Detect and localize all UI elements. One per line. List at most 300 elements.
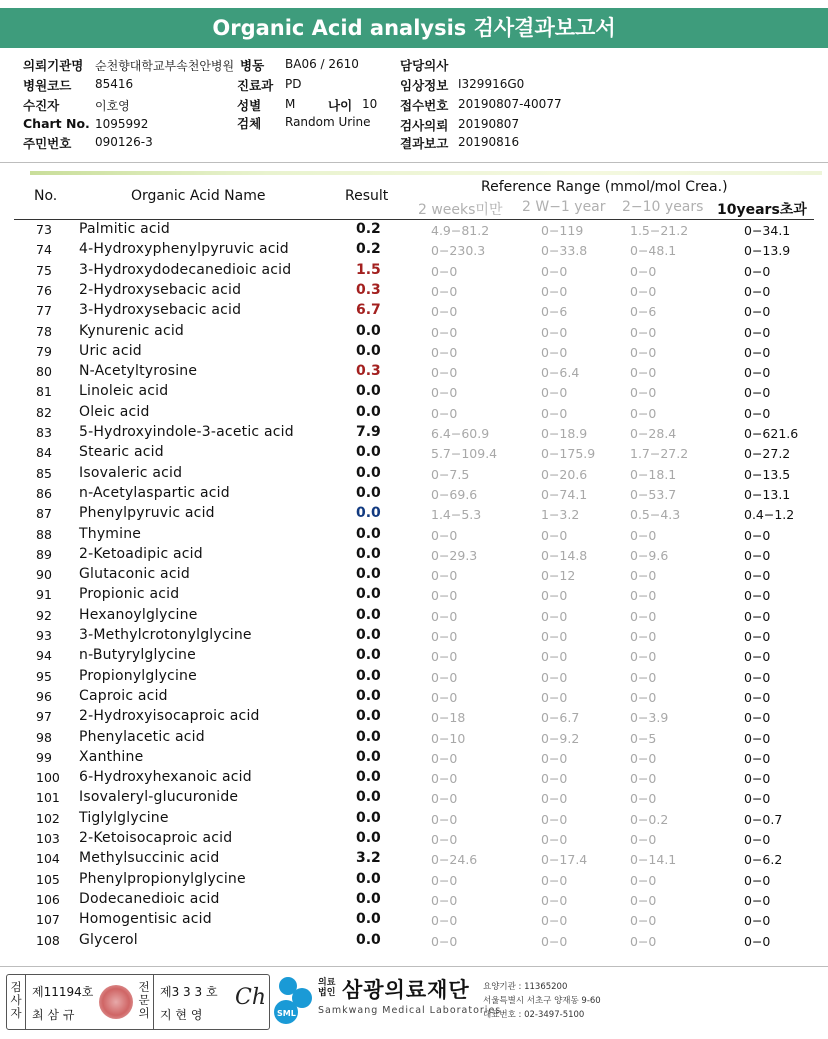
- result-value: 0.0: [356, 586, 381, 603]
- ref-over10: 0−0: [744, 771, 771, 787]
- chart-value: 1095992: [95, 117, 149, 131]
- req-org-label: 의뢰기관명: [23, 58, 84, 73]
- table-row: [0, 728, 828, 748]
- age-label: 나이: [328, 98, 353, 113]
- table-row: [0, 829, 828, 849]
- ref-10years: 0−6: [630, 304, 657, 320]
- table-row: [0, 646, 828, 666]
- ref-over10: 0−0: [744, 872, 771, 888]
- acid-name: Uric acid: [79, 342, 142, 359]
- row-number: 78: [36, 323, 52, 339]
- org-address: 서울특별시 서초구 양재동 9-60: [483, 996, 601, 1006]
- result-value: 0.2: [356, 221, 381, 237]
- ref-2weeks: 0−0: [431, 892, 458, 908]
- ref-10years: 0−0: [630, 405, 657, 421]
- ref-2weeks: 0−0: [431, 689, 458, 705]
- ref-over10: 0−0: [744, 730, 771, 746]
- sex-label: 성별: [237, 98, 262, 113]
- ref-1year: 0−33.8: [541, 243, 588, 259]
- result-value: 0.0: [356, 809, 381, 826]
- dept-value: PD: [285, 77, 302, 91]
- ref-10years: 0−5: [630, 730, 657, 746]
- row-number: 100: [36, 770, 60, 786]
- acid-name: Isovaleryl-glucuronide: [79, 789, 239, 806]
- row-number: 105: [36, 871, 60, 887]
- result-value: 0.0: [356, 627, 381, 643]
- row-number: 93: [36, 628, 52, 643]
- result-value: 0.0: [356, 505, 381, 522]
- ref-1year: 0−14.8: [541, 547, 588, 563]
- table-row: [0, 707, 828, 727]
- table-row: [0, 910, 828, 930]
- ref-10years: 0−18.1: [630, 466, 677, 482]
- org-type: 의료법인: [318, 978, 336, 998]
- result-value: 0.0: [356, 931, 381, 948]
- ref-over10: 0−0: [744, 669, 771, 685]
- ref-1year: 0−0: [541, 791, 568, 807]
- acid-name: 6-Hydroxyhexanoic acid: [79, 769, 252, 786]
- ref-1year: 0−9.2: [541, 730, 580, 746]
- ref-2weeks: 0−18: [431, 710, 466, 726]
- ref-10years: 0−0: [630, 892, 657, 908]
- result-value: 3.2: [356, 850, 381, 867]
- table-row: [0, 890, 828, 910]
- ref-2weeks: 0−0: [431, 791, 458, 807]
- ref-2weeks: 0−0: [431, 588, 458, 604]
- row-number: 98: [36, 729, 52, 745]
- ref-10years: 0−0: [630, 324, 657, 340]
- acid-name: 3-Hydroxydodecanedioic acid: [79, 261, 292, 278]
- row-number: 103: [36, 831, 60, 846]
- ref-1year: 0−0: [541, 872, 568, 888]
- ref-over10: 0−13.1: [744, 486, 791, 502]
- specialist-label: 전문의: [138, 980, 150, 1020]
- chart-label: Chart No.: [23, 116, 90, 131]
- specimen-label: 검체: [237, 116, 262, 131]
- acid-name: Tiglylglycine: [79, 809, 169, 826]
- acid-name: Kynurenic acid: [79, 322, 185, 339]
- row-number: 84: [36, 445, 52, 461]
- result-value: 0.2: [356, 241, 381, 258]
- ref-1year: 0−0: [541, 892, 568, 908]
- table-row: [0, 667, 828, 687]
- patient-label: 수진자: [23, 98, 60, 113]
- ref-10years: 0−0: [630, 385, 657, 401]
- table-row: [0, 525, 828, 545]
- ref-2weeks: 1.4−5.3: [431, 507, 482, 523]
- acid-name: Methylsuccinic acid: [79, 850, 220, 867]
- ref-over10: 0.4−1.2: [744, 507, 795, 523]
- ref-2weeks: 5.7−109.4: [431, 446, 498, 462]
- row-number: 81: [36, 384, 52, 400]
- id-label: 주민번호: [23, 136, 72, 151]
- result-value: 0.0: [356, 566, 381, 583]
- result-value: 0.0: [356, 748, 381, 765]
- examiner-label: 검사자: [10, 980, 22, 1020]
- table-row: [0, 240, 828, 260]
- table-row: [0, 606, 828, 626]
- row-number: 87: [36, 506, 52, 522]
- divider-accent: [30, 171, 822, 175]
- ref-2weeks: 6.4−60.9: [431, 426, 490, 441]
- report-date-label: 결과보고: [400, 136, 449, 151]
- receipt-label: 접수번호: [400, 98, 449, 113]
- result-value: 0.0: [356, 403, 381, 420]
- acid-name: Hexanoylglycine: [79, 606, 198, 623]
- row-number: 94: [36, 648, 52, 664]
- acid-name: 2-Hydroxyisocaproic acid: [79, 708, 260, 725]
- acid-name: 5-Hydroxyindole-3-acetic acid: [79, 424, 294, 440]
- org-code: 요양기관 : 11365200: [483, 982, 568, 992]
- divider: [0, 162, 828, 163]
- table-row: [0, 382, 828, 402]
- ref-2weeks: 4.9−81.2: [431, 223, 490, 238]
- ref-over10: 0−0: [744, 588, 771, 604]
- row-number: 97: [36, 709, 52, 725]
- acid-name: Stearic acid: [79, 444, 164, 461]
- acid-name: Phenylacetic acid: [79, 728, 205, 745]
- ref-1year: 0−0: [541, 629, 568, 644]
- result-value: 0.0: [356, 769, 381, 786]
- report-title: Organic Acid analysis 검사결과보고서: [0, 8, 828, 48]
- ref-over10: 0−0: [744, 304, 771, 320]
- acid-name: 4-Hydroxyphenylpyruvic acid: [79, 241, 289, 258]
- ref-10years: 0−0: [630, 568, 657, 584]
- ref-1year: 0−20.6: [541, 466, 588, 482]
- row-number: 79: [36, 343, 52, 359]
- receipt-value: 20190807-40077: [458, 97, 562, 111]
- acid-name: 3-Methylcrotonylglycine: [79, 627, 252, 643]
- ref-over10: 0−0: [744, 324, 771, 340]
- ref-over10: 0−0: [744, 832, 771, 847]
- acid-name: Glutaconic acid: [79, 566, 190, 583]
- ref-10years: 0−0: [630, 365, 657, 381]
- footer-divider: [0, 966, 828, 967]
- ref-10years: 0.5−4.3: [630, 507, 681, 523]
- req-date-label: 검사의뢰: [400, 118, 449, 133]
- ref-2weeks: 0−0: [431, 608, 458, 624]
- dept-label: 진료과: [237, 78, 274, 93]
- hosp-code-value: 85416: [95, 77, 134, 91]
- result-value: 0.0: [356, 728, 381, 745]
- ref-over10: 0−621.6: [744, 426, 799, 441]
- table-row: [0, 849, 828, 869]
- row-number: 76: [36, 282, 52, 298]
- ref-10years: 0−0: [630, 283, 657, 299]
- table-row: [0, 585, 828, 605]
- table-row: [0, 768, 828, 788]
- ref-2weeks: 0−0: [431, 771, 458, 787]
- ref-1year: 0−175.9: [541, 446, 596, 462]
- table-row: [0, 464, 828, 484]
- table-row: [0, 261, 828, 281]
- result-value: 0.0: [356, 484, 381, 501]
- acid-name: Phenylpyruvic acid: [79, 505, 215, 522]
- col-reference: Reference Range (mmol/mol Crea.): [481, 179, 728, 195]
- ref-over10: 0−0: [744, 913, 771, 929]
- ref-2weeks: 0−0: [431, 365, 458, 381]
- id-value: 090126-3: [95, 135, 153, 149]
- table-row: [0, 545, 828, 565]
- doctor-label: 담당의사: [400, 58, 449, 73]
- ref-1year: 0−0: [541, 811, 568, 827]
- ref-over10: 0−0: [744, 892, 771, 908]
- ref-1year: 0−0: [541, 771, 568, 787]
- ref-over10: 0−0: [744, 263, 771, 279]
- ref-2weeks: 0−0: [431, 629, 458, 644]
- ref-over10: 0−34.1: [744, 223, 791, 238]
- ref-over10: 0−0: [744, 405, 771, 421]
- ref-1year: 0−0: [541, 649, 568, 665]
- ref-over10: 0−27.2: [744, 446, 791, 462]
- ref-10years: 0−0: [630, 608, 657, 624]
- result-value: 0.0: [356, 606, 381, 623]
- ref-1year: 0−0: [541, 669, 568, 685]
- ref-2weeks: 0−10: [431, 730, 466, 746]
- report-date-value: 20190816: [458, 135, 520, 149]
- ref-10years: 0−0: [630, 344, 657, 360]
- ref-1year: 0−6: [541, 304, 568, 320]
- ref-2weeks: 0−0: [431, 649, 458, 665]
- ref-2weeks: 0−0: [431, 324, 458, 340]
- ref-over10: 0−6.2: [744, 852, 783, 868]
- patient-info: [0, 52, 828, 156]
- table-row: [0, 809, 828, 829]
- clinical-value: I329916G0: [458, 77, 525, 91]
- ref-10years: 0−0: [630, 750, 657, 766]
- ref-1year: 0−119: [541, 223, 584, 238]
- result-value: 0.3: [356, 363, 381, 380]
- acid-name: Thymine: [79, 525, 142, 542]
- acid-name: Glycerol: [79, 931, 138, 948]
- ref-over10: 0−0: [744, 649, 771, 665]
- row-number: 95: [36, 668, 52, 684]
- ward-value: BA06 / 2610: [285, 57, 359, 71]
- ref-10years: 0−0: [630, 669, 657, 685]
- ref-1year: 0−17.4: [541, 852, 588, 868]
- ref-1year: 0−0: [541, 283, 568, 299]
- acid-name: Propionic acid: [79, 586, 180, 603]
- ref-1year: 0−74.1: [541, 486, 588, 502]
- table-row: [0, 565, 828, 585]
- ref-2weeks: 0−0: [431, 568, 458, 584]
- ref-1year: 0−12: [541, 568, 576, 584]
- row-number: 74: [36, 242, 52, 258]
- ref-10years: 0−0: [630, 629, 657, 644]
- ref-over10: 0−0: [744, 629, 771, 644]
- ref-2weeks: 0−0: [431, 832, 458, 847]
- org-contact: [483, 980, 601, 1022]
- col-ref-10years: 2−10 years: [622, 199, 704, 215]
- ref-10years: 0−53.7: [630, 486, 677, 502]
- ref-10years: 0−14.1: [630, 852, 677, 868]
- row-number: 91: [36, 587, 52, 603]
- row-number: 80: [36, 364, 52, 380]
- ref-2weeks: 0−0: [431, 913, 458, 929]
- acid-name: Isovaleric acid: [79, 464, 183, 481]
- ref-10years: 0−0: [630, 832, 657, 847]
- ref-10years: 0−0: [630, 689, 657, 705]
- row-number: 92: [36, 607, 52, 623]
- ref-10years: 0−0: [630, 263, 657, 279]
- specialist-name: 지 현 영: [160, 1008, 203, 1022]
- ref-2weeks: 0−0: [431, 283, 458, 299]
- ref-over10: 0−13.5: [744, 466, 791, 482]
- result-value: 6.7: [356, 302, 381, 319]
- signature-box: [6, 974, 270, 1030]
- sex-value: M: [285, 97, 296, 111]
- table-row: [0, 626, 828, 646]
- table-row: [0, 322, 828, 342]
- result-value: 0.0: [356, 708, 381, 725]
- row-number: 73: [36, 222, 52, 237]
- examiner-license: 제11194호: [32, 985, 94, 999]
- col-ref-2weeks: 2 weeks미만: [418, 202, 503, 218]
- col-ref-over10: 10years초과: [717, 202, 807, 218]
- acid-name: 2-Hydroxysebacic acid: [79, 281, 242, 298]
- ref-1year: 0−0: [541, 344, 568, 360]
- signature: Ch: [235, 985, 267, 1010]
- ref-over10: 0−0: [744, 527, 771, 543]
- ref-1year: 0−6.4: [541, 365, 580, 381]
- ref-1year: 1−3.2: [541, 507, 580, 523]
- table-row: [0, 281, 828, 301]
- acid-name: n-Acetylaspartic acid: [79, 484, 230, 501]
- ref-2weeks: 0−0: [431, 263, 458, 279]
- result-value: 0.0: [356, 464, 381, 481]
- ref-1year: 0−0: [541, 832, 568, 847]
- result-value: 0.0: [356, 687, 381, 704]
- ref-10years: 0−0: [630, 527, 657, 543]
- row-number: 101: [36, 790, 60, 806]
- row-number: 83: [36, 425, 52, 440]
- row-number: 99: [36, 749, 52, 765]
- acid-name: 2-Ketoisocaproic acid: [79, 830, 233, 846]
- acid-name: Oleic acid: [79, 403, 150, 420]
- svg-text:SML: SML: [277, 1009, 296, 1018]
- table-row: [0, 443, 828, 463]
- acid-name: n-Butyrylglycine: [79, 647, 196, 664]
- row-number: 104: [36, 851, 60, 867]
- ref-over10: 0−0: [744, 344, 771, 360]
- ref-10years: 0−0: [630, 872, 657, 888]
- ref-over10: 0−13.9: [744, 243, 791, 259]
- ref-over10: 0−0: [744, 365, 771, 381]
- ref-over10: 0−0: [744, 710, 771, 726]
- ref-2weeks: 0−0: [431, 872, 458, 888]
- org-english-name: Samkwang Medical Laboratories: [318, 1005, 502, 1016]
- ref-2weeks: 0−0: [431, 933, 458, 949]
- ref-over10: 0−0: [744, 547, 771, 563]
- ref-2weeks: 0−0: [431, 811, 458, 827]
- ref-10years: 0−9.6: [630, 547, 669, 563]
- table-row: [0, 403, 828, 423]
- ref-10years: 0−0: [630, 913, 657, 929]
- table-row: [0, 931, 828, 951]
- examiner-name: 최 삼 규: [32, 1008, 75, 1022]
- row-number: 85: [36, 465, 52, 481]
- acid-name: Homogentisic acid: [79, 911, 212, 928]
- result-value: 0.0: [356, 383, 381, 400]
- acid-name: Linoleic acid: [79, 383, 169, 400]
- acid-name: Dodecanedioic acid: [79, 890, 220, 907]
- result-value: 0.0: [356, 890, 381, 907]
- row-number: 108: [36, 932, 60, 948]
- row-number: 90: [36, 567, 52, 583]
- table-row: [0, 301, 828, 321]
- row-number: 88: [36, 526, 52, 542]
- ref-2weeks: 0−0: [431, 527, 458, 543]
- ref-over10: 0−0: [744, 568, 771, 584]
- ref-2weeks: 0−0: [431, 405, 458, 421]
- row-number: 82: [36, 404, 52, 420]
- req-org-value: 순천향대학교부속천안병원: [95, 59, 235, 73]
- ref-over10: 0−0: [744, 750, 771, 766]
- col-name: Organic Acid Name: [131, 188, 266, 204]
- table-row: [0, 870, 828, 890]
- ref-1year: 0−0: [541, 933, 568, 949]
- ref-1year: 0−0: [541, 324, 568, 340]
- result-value: 0.0: [356, 647, 381, 664]
- acid-name: 3-Hydroxysebacic acid: [79, 302, 242, 319]
- ref-over10: 0−0: [744, 608, 771, 624]
- ref-10years: 1.7−27.2: [630, 446, 689, 462]
- ref-1year: 0−0: [541, 608, 568, 624]
- ref-10years: 0−0: [630, 771, 657, 787]
- ref-1year: 0−0: [541, 263, 568, 279]
- age-value: 10: [362, 97, 378, 111]
- ref-2weeks: 0−29.3: [431, 547, 478, 563]
- result-value: 0.3: [356, 281, 381, 298]
- row-number: 89: [36, 546, 52, 562]
- specialist-license: 제3 3 3 호: [160, 985, 218, 999]
- acid-name: Xanthine: [79, 748, 144, 765]
- ward-label: 병동: [240, 58, 265, 73]
- result-value: 0.0: [356, 444, 381, 461]
- ref-2weeks: 0−0: [431, 385, 458, 401]
- ref-10years: 1.5−21.2: [630, 223, 689, 238]
- col-result: Result: [345, 188, 389, 204]
- ref-10years: 0−0: [630, 649, 657, 665]
- seal-icon: [99, 985, 133, 1019]
- ref-1year: 0−0: [541, 588, 568, 604]
- table-row: [0, 504, 828, 524]
- row-number: 96: [36, 688, 52, 704]
- table-row: [0, 342, 828, 362]
- ref-1year: 0−0: [541, 527, 568, 543]
- acid-name: Propionylglycine: [79, 667, 197, 684]
- table-row: [0, 362, 828, 382]
- acid-name: Phenylpropionylglycine: [79, 870, 246, 887]
- row-number: 107: [36, 912, 60, 928]
- table-row: [0, 748, 828, 768]
- ref-2weeks: 0−230.3: [431, 243, 486, 259]
- table-row: [0, 423, 828, 443]
- ref-2weeks: 0−0: [431, 344, 458, 360]
- ref-over10: 0−0: [744, 689, 771, 705]
- ref-10years: 0−0.2: [630, 811, 669, 827]
- ref-1year: 0−0: [541, 750, 568, 766]
- result-value: 0.0: [356, 667, 381, 684]
- ref-1year: 0−6.7: [541, 710, 580, 726]
- row-number: 86: [36, 485, 52, 501]
- result-value: 0.0: [356, 545, 381, 562]
- hosp-code-label: 병원코드: [23, 78, 72, 93]
- ref-2weeks: 0−24.6: [431, 852, 478, 868]
- result-value: 0.0: [356, 322, 381, 339]
- acid-name: N-Acetyltyrosine: [79, 363, 198, 380]
- ref-2weeks: 0−69.6: [431, 486, 478, 502]
